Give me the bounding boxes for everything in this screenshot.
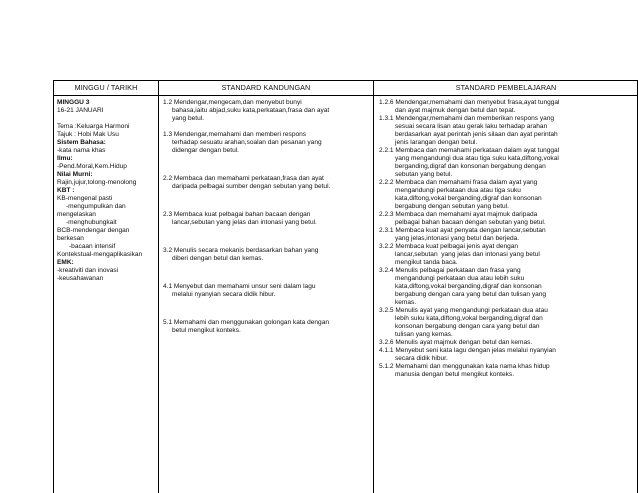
ilmu-value: -Pend.Moral,Kem.Hidup xyxy=(57,163,127,170)
pembelajaran-1-3-1: 1.3.1 Mendengar,memahami dan memberikan respons yang xyxy=(379,115,555,122)
kbt-item: -bacaan intensif xyxy=(69,243,116,250)
pembelajaran-2-2-2: 2.2.2 Membaca dan memahami frasa dalam ayat yang xyxy=(379,179,538,186)
pembelajaran-5-1-2: 5.1.2 Memahami dan menggunakan kata nama khas hidup xyxy=(379,363,550,370)
kandungan-4-1: 4.1 Menyebut dan memahami unsur seni dalam lagu xyxy=(163,283,316,290)
emk-item: -keusahawanan xyxy=(57,275,104,282)
kandungan-5-1: 5.1 Memahami dan menggunakan golongan kata dengan xyxy=(163,319,329,326)
kbt-label: KBT : xyxy=(57,187,75,194)
column-divider-1 xyxy=(158,81,159,493)
kbt-item: -menghubungkait xyxy=(66,219,117,226)
cell-minggu-tarikh xyxy=(57,99,149,283)
kbt-item: mengelaskan xyxy=(57,211,96,218)
tema: Tema :Keluarga Harmoni xyxy=(57,123,130,130)
kandungan-1-2: 1.2 Mendengar,mengecam,dan menyebut bunyi xyxy=(163,99,302,106)
kandungan-3-2: 3.2 Menulis secara mekanis berdasarkan bahan yang xyxy=(163,247,319,254)
date-range: 16-21 JANUARI xyxy=(57,107,104,114)
kbt-item: -mengumpulkan dan xyxy=(66,203,126,210)
pembelajaran-2-2-3: 2.2.3 Membaca dan memahami ayat majmuk daripada xyxy=(379,211,538,218)
header-minggu-tarikh: MINGGU / TARIKH xyxy=(54,81,158,96)
header-standard-kandungan: STANDARD KANDUNGAN xyxy=(159,81,373,96)
pembelajaran-3-2-2: 3.2.2 Membaca kuat pelbagai jenis ayat dengan xyxy=(379,243,519,250)
kandungan-2-2: 2.2 Membaca dan memahami perkataan,frasa dan ayat xyxy=(163,175,324,182)
pembelajaran-3-2-5: 3.2.5 Menulis ayat yang mengandungi perkataan dua atau xyxy=(379,307,548,314)
nilai-murni-label: Nilai Murni: xyxy=(57,171,93,178)
pembelajaran-1-2-6: 1.2.6 Mendengar,memahami dan menyebut frasa,ayat tunggal xyxy=(379,99,560,106)
kbt-item: berkesan xyxy=(57,235,84,242)
tajuk: Tajuk : Hobi Mak Usu xyxy=(57,131,119,138)
sistem-bahasa-value: -kata nama khas xyxy=(57,147,106,154)
week-label: MINGGU 3 xyxy=(57,99,90,106)
kbt-item: Kontekstual-mengaplikasikan xyxy=(57,251,143,258)
lesson-plan-table xyxy=(53,80,638,493)
cell-standard-kandungan: 1.2 Mendengar,mengecam,dan menyebut bunyi bahasa,iaitu abjad,suku kata,perkataan,frasa dan ayat yang betul. 1.3 Mendengar,memahami dan memberi respons terhadap sesuatu arahan,soalan dan pesanan yang didengar dengan betul. 2.2 Membaca dan memahami perkataan,frasa dan ayat daripada pelbagai sumber dengan sebutan yang betul. 2.3 Membaca kuat pelbagai bahan bacaan dengan lancar,sebutan yang jelas dan intonasi yang betul. 3.2 Menulis secara mekanis berdasarkan bahan yang diberi dengan betul dan kemas. 4.1 Menyebut dan memahami unsur seni dalam lagu melalui nyanyian secara didik hibur. 5.1 Memahami dan menggunakan golongan kata dengan betul mengikut konteks. xyxy=(163,99,375,335)
kandungan-2-3: 2.3 Membaca kuat pelbagai bahan bacaan dengan xyxy=(163,211,311,218)
nilai-murni-value: Rajin,jujur,tolong-menolong xyxy=(57,179,137,186)
emk-item: -kreativiti dan inovasi xyxy=(57,267,119,274)
kandungan-1-3: 1.3 Mendengar,memahami dan memberi respons xyxy=(163,131,307,138)
pembelajaran-2-3-1: 2.3.1 Membaca kuat ayat penyata dengan lancar,sebutan xyxy=(379,227,546,234)
cell-standard-pembelajaran: 1.2.6 Mendengar,memahami dan menyebut frasa,ayat tunggal dan ayat majmuk dengan betul dan tepat. 1.3.1 Mendengar,memahami dan memberikan respons yang sesuai secara lisan atau gerak laku terhadap arahan berdasarkan ayat perintah jenis silaan dan ayat perintah jenis larangan dengan betul. 2.2.1 Membaca dan memahami perkataan dalam ayat tunggal yang mengandungi dua atau tiga suku kata,diftong,vokal berganding,digraf dan konsonan bergabung dengan sebutan yang betul. 2.2.2 Membaca dan memahami frasa dalam ayat yang mengandungi perkataan dua atau tiga suku kata,diftong,vokal berganding,digraf dan konsonan bergabung dengan sebutan yang betul. 2.2.3 Membaca dan memahami ayat majmuk daripada pelbagai bahan bacaan dengan sebutan yang betul. 2.3.1 Membaca kuat ayat penyata dengan lancar,sebutan yang jelas,intonasi yang betul dan berjeda. 3.2.2 Membaca kuat pelbagai jenis ayat dengan lancar,sebutan yang jelas dan intonasi yang betul mengikut tanda baca. 3.2.4 Menulis pelbagai perkataan dan frasa yang mengandungi perkataan dua atau lebih suku kata,diftong,vokal berganding,digraf dan konsonan bergabung dengan cara yang betul dan tulisan yang kemas. 3.2.5 Menulis ayat yang mengandungi perkataan dua atau lebih suku kata,diftong,vokal berganding,digraf dan konsonan bergabung dengan cara yang betul dan tulisan yang kemas. 3.2.6 Menulis ayat majmuk dengan betul dan kemas. 4.1.1 Menyebut seni kata lagu dengan jelas melalui nyanyian secara didik hibur. 5.1.2 Memahami dan menggunakan kata nama khas hidup manusia dengan betul mengikut konteks. xyxy=(379,99,637,379)
ilmu-label: Ilmu: xyxy=(57,155,73,162)
pembelajaran-4-1-1: 4.1.1 Menyebut seni kata lagu dengan jelas melalui nyanyian xyxy=(379,347,556,354)
kbt-item: KB-mengenal pasti xyxy=(57,195,113,202)
pembelajaran-3-2-6: 3.2.6 Menulis ayat majmuk dengan betul dan kemas. xyxy=(379,339,533,346)
pembelajaran-2-2-1: 2.2.1 Membaca dan memahami perkataan dalam ayat tunggal xyxy=(379,147,560,154)
emk-label: EMK: xyxy=(57,259,74,266)
sistem-bahasa-label: Sistem Bahasa: xyxy=(57,139,106,146)
kbt-item: BCB-mendengar dengan xyxy=(57,227,130,234)
header-standard-pembelajaran: STANDARD PEMBELAJARAN xyxy=(374,81,638,96)
pembelajaran-3-2-4: 3.2.4 Menulis pelbagai perkataan dan frasa yang xyxy=(379,267,521,274)
